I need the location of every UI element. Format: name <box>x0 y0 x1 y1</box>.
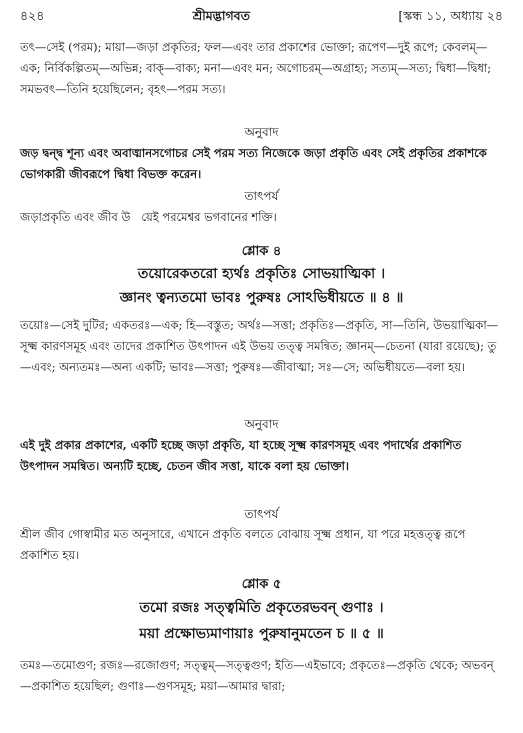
shloka-heading-5: শ্লোক ৫ <box>241 577 282 592</box>
verse-5-line-1: তমো রজঃ সত্ত্বমিতি প্রকৃতেরভবন্ গুণাঃ । <box>139 600 384 616</box>
translation-paragraph-1: জড় দ্বন্দ্ব শূন্য এবং অবাঙ্মানসগোচর সেই পরম সত্য নিজেকে জড়া প্রকৃতি এবং সেই প্রকৃতির প্রকাশকে ভোগকারী জীবরূপে দ্বিধা বিভক্ত করেন। <box>20 146 487 181</box>
purport-paragraph-1: জড়াপ্রকৃতি এবং জীব উ ‌‌ ‌‌ ‌‌য়েই পরমেশ্বর ভগবানের শক্তি। <box>20 210 277 224</box>
page-number: ৪২৪ <box>20 8 45 23</box>
synonyms-paragraph-1: তৎ—সেই (পরম); মায়া—জড়া প্রকৃতির; ফল—এবং তার প্রকাশের ভোক্তা; রূপেণ—দুই রূপে; কেবলম্—এক; নির্বিকল্পিতম্—অভিন্ন; বাক্—বাক্য; মনা—এবং মন; অগোচরম্—অগ্রাহ্য; সত্যম্—সত্য; দ্বিধা—দ্বিধা; সমভবৎ—তিনি হয়েছিলেন; বৃহৎ—পরম সত্য। <box>20 40 492 96</box>
translation-heading-2: অনুবাদ <box>244 417 279 431</box>
verse-4-line-2: জ্ঞানং ত্বন্যতমো ভাবঃ পুরুষঃ সোঽভিধীয়তে ॥ ৪ ॥ <box>119 290 404 306</box>
purport-heading-2: তাৎপর্য <box>244 507 279 521</box>
translation-heading-1: অনুবাদ <box>244 125 279 139</box>
book-title: শ্রীমদ্ভাগবত <box>192 8 251 23</box>
section-label: [স্কন্ধ ১১, অধ্যায় ২৪ <box>398 8 503 23</box>
synonyms-paragraph-2: তয়োঃ—সেই দুটির; একতরঃ—এক; হি—বস্তুত; অর্থঃ—সত্তা; প্রকৃতিঃ—প্রকৃতি, সা—তিনি, উভয়াত্মিকা—সূক্ষ্ম কারণসমূহ এবং তাদের প্রকাশিত উৎপাদন এই উভয় তত্ত্ব সমন্বিত; জ্ঞানম্—চেতনা (যারা রয়েছে); তু—এবং; অন্যতমঃ—অন্য একটি; ভাবঃ—সত্তা; পুরুষঃ—জীবাত্মা; সঃ—সে; অভিধীয়তে—বলা হয়। <box>20 318 499 374</box>
verse-4-line-1: তয়োরেকতরো হ্যর্থঃ প্রকৃতিঃ সোভয়াত্মিকা । <box>137 266 386 282</box>
verse-5-line-2: ময়া প্রক্ষোভ্যমাণায়াঃ পুরুষানুমতেন চ ॥ ৫ ॥ <box>139 626 384 642</box>
translation-paragraph-2: এই দুই প্রকার প্রকাশের, একটি হচ্ছে জড়া প্রকৃতি, যা হচ্ছে সূক্ষ্ম কারণসমূহ এবং পদার্থের প্রকাশিত উৎপাদন সমন্বিত। অন্যটি হচ্ছে, চেতন জীব সত্তা, যাকে বলা হয় ভোক্তা। <box>20 438 462 473</box>
shloka-heading-4: শ্লোক ৪ <box>241 244 282 259</box>
purport-paragraph-2: শ্রীল জীব গোস্বামীর মত অনুসারে, এখানে প্রকৃতি বলতে বোঝায় সূক্ষ্ম প্রধান, যা পরে মহত্তত্ত্ব রূপে প্রকাশিত হয়। <box>20 527 466 562</box>
page-header <box>20 8 503 30</box>
purport-heading-1: তাৎপর্য <box>244 189 279 203</box>
synonyms-paragraph-3: তমঃ—তমোগুণ; রজঃ—রজোগুণ; সত্ত্বম্—সত্ত্বগুণ; ইতি—এইভাবে; প্রকৃতেঃ—প্রকৃতি থেকে; অভবন্—প্রকাশিত হয়েছিল; গুণাঃ—গুণসমূহ; ময়া—আমার দ্বারা; <box>20 658 494 693</box>
